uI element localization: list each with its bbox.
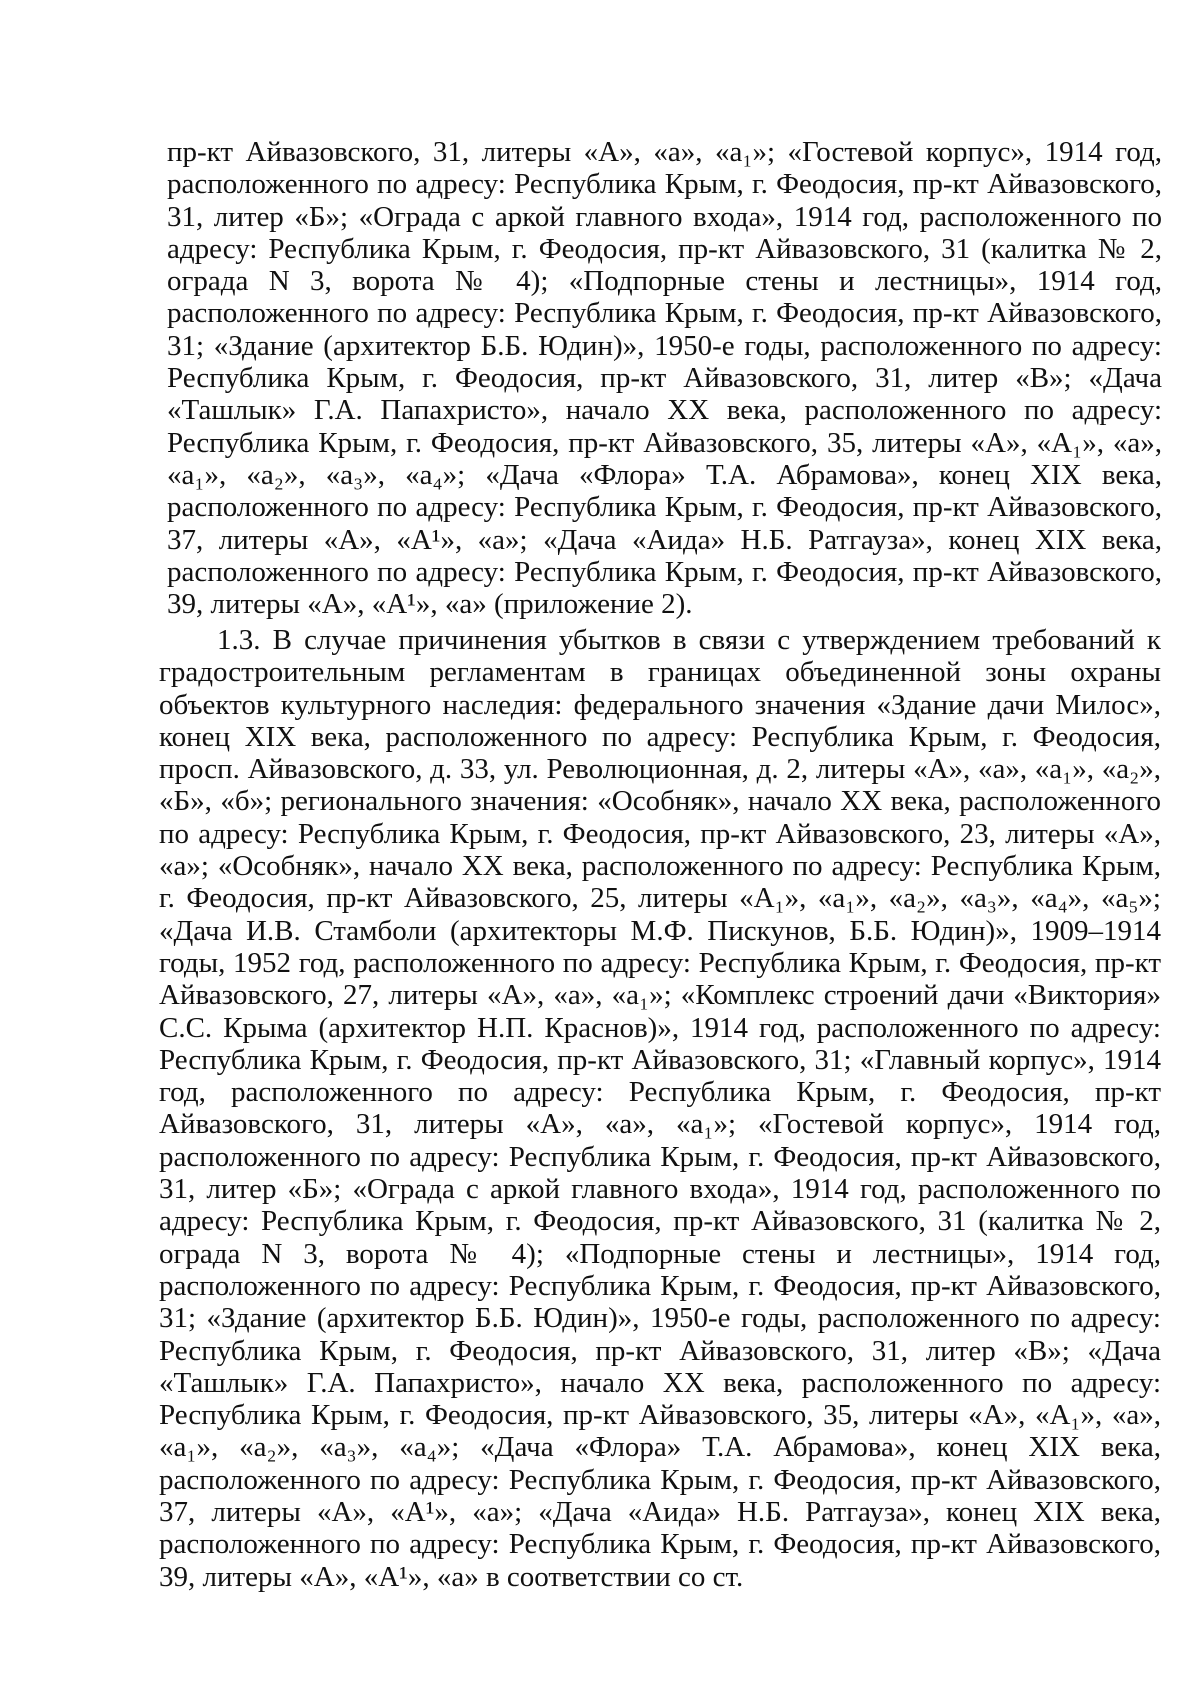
paragraph-1-3 (159, 624, 1161, 1593)
paragraph-number: 1.3. (217, 624, 261, 656)
paragraph-body: В случае причинения убытков в связи с утверждением требований к градостроительным регламентам в границах объединенной зоны охраны объектов культурного наследия: федерального значения «Здание дачи Милос», конец XIX века, расположенного по адресу: Республика Крым, г. Феодосия, просп. Айвазовского, д. 33, ул. Революционная, д. 2, литеры «А», «а», «а₁», «а₂», «Б», «б»; регионального значения: «Особняк», начало XX века, расположенного по адресу: Республика Крым, г. Феодосия, пр-кт Айвазовского, 23, литеры «А», «а»; «Особняк», начало XX века, расположенного по адресу: Республика Крым, г. Феодосия, пр-кт Айвазовского, 25, литеры «А₁», «а₁», «а₂», «а₃», «а₄», «а₅»; «Дача И.В. Стамболи (архитекторы М.Ф. Пискунов, Б.Б. Юдин)», 1909–1914 годы, 1952 год, расположенного по адресу: Республика Крым, г. Феодосия, пр-кт Айвазовского, 27, литеры «А», «а», «а₁»; «Комплекс строений дачи «Виктория» С.С. Крыма (архитектор Н.П. Краснов)», 1914 год, расположенного по адресу: Республика Крым, г. Феодосия, пр-кт Айвазовского, 31; «Главный корпус», 1914 год, расположенного по адресу: Республика Крым, г. Феодосия, пр-кт Айвазовского, 31, литеры «А», «а», «а₁»; «Гостевой корпус», 1914 год, расположенного по адресу: Республика Крым, г. Феодосия, пр-кт Айвазовского, 31, литер «Б»; «Ограда с аркой главного входа», 1914 год, расположенного по адресу: Республика Крым, г. Феодосия, пр-кт Айвазовского, 31 (калитка № 2, ограда N 3, ворота № 4); «Подпорные стены и лестницы», 1914 год, расположенного по адресу: Республика Крым, г. Феодосия, пр-кт Айвазовского, 31; «Здание (архитектор Б.Б. Юдин)», 1950-е годы, расположенного по адресу: Республика Крым, г. Феодосия, пр-кт Айвазовского, 31, литер «В»; «Дача «Ташлык» Г.А. Папахристо», начало XX века, расположенного по адресу: Республика Крым, г. Феодосия, пр-кт Айвазовского, 35, литеры «А», «А₁», «а», «а₁», «а₂», «а₃», «а₄»; «Дача «Флора» Т.А. Абрамова», конец XIX века, расположенного по адресу: Республика Крым, г. Феодосия, пр-кт Айвазовского, 37, литеры «А», «А¹», «а»; «Дача «Аида» Н.Б. Ратгауза», конец XIX века, расположенного по адресу: Республика Крым, г. Феодосия, пр-кт Айвазовского, 39, литеры «А», «А¹», «а» в соответствии со ст. (159, 624, 1161, 1593)
paragraph-continued: пр-кт Айвазовского, 31, литеры «А», «а», «а₁»; «Гостевой корпус», 1914 год, расположенного по адресу: Республика Крым, г. Феодосия, пр-кт Айвазовского, 31, литер «Б»; «Ограда с аркой главного входа», 1914 год, расположенного по адресу: Республика Крым, г. Феодосия, пр-кт Айвазовского, 31 (калитка № 2, ограда N 3, ворота № 4); «Подпорные стены и лестницы», 1914 год, расположенного по адресу: Республика Крым, г. Феодосия, пр-кт Айвазовского, 31; «Здание (архитектор Б.Б. Юдин)», 1950-е годы, расположенного по адресу: Республика Крым, г. Феодосия, пр-кт Айвазовского, 31, литер «В»; «Дача «Ташлык» Г.А. Папахристо», начало XX века, расположенного по адресу: Республика Крым, г. Феодосия, пр-кт Айвазовского, 35, литеры «А», «А₁», «а», «а₁», «а₂», «а₃», «а₄»; «Дача «Флора» Т.А. Абрамова», конец XIX века, расположенного по адресу: Республика Крым, г. Феодосия, пр-кт Айвазовского, 37, литеры «А», «А¹», «а»; «Дача «Аида» Н.Б. Ратгауза», конец XIX века, расположенного по адресу: Республика Крым, г. Феодосия, пр-кт Айвазовского, 39, литеры «А», «А¹», «а» (приложение 2). (167, 136, 1162, 621)
